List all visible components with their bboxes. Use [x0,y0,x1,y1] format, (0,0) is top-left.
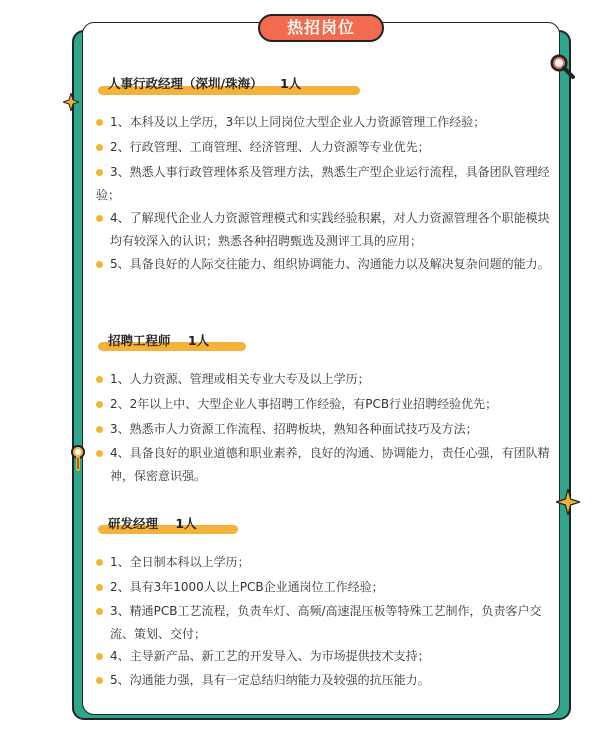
list-item: 4、了解现代企业人力资源管理模式和实践经验积累，对人力资源管理各个职能模块均有较深入的认识；熟悉各种招聘甄选及测评工具的应用； [110,211,550,248]
list-item: 2、行政管理、工商管理、经济管理、人力资源等专业优先； [110,140,430,154]
list-item: 2、具有3年1000人以上PCB企业通岗位工作经验； [110,580,384,594]
bullet-dot [96,215,103,222]
list-item: 1、人力资源、管理或相关专业大专及以上学历； [110,372,370,386]
sparkle-icon [556,489,580,515]
list-item: 4、主导新产品、新工艺的开发导入、为市场提供技术支持； [110,649,430,663]
section-heading: 招聘工程师 1人 [108,333,210,348]
bullet-dot [96,584,103,591]
section-heading: 人事行政经理（深圳/珠海） 1人 [108,76,302,91]
bullet-dot [96,401,103,408]
bullet-dot [96,119,103,126]
bullet-dot [96,144,103,151]
list-item: 1、全日制本科以上学历； [110,555,250,569]
list-item: 3、熟悉市人力资源工作流程、招聘板块，熟知各种面试技巧及方法； [110,422,478,436]
bullet-dot [96,677,103,684]
bullet-dot [96,653,103,660]
list-item: 3、精通PCB工艺流程，负责车灯、高频/高速混压板等特殊工艺制作，负责客户交流、策划、交付； [110,604,542,641]
section-heading: 研发经理 1人 [108,516,197,531]
bullet-dot [96,261,103,268]
bullet-dot [96,608,103,615]
magnifier-icon [67,443,89,471]
page-title: 热招岗位 [258,14,384,42]
list-item: 4、具备良好的职业道德和职业素养，良好的沟通、协调能力，责任心强，有团队精神，保密意识强。 [110,446,550,483]
list-item: 1、本科及以上学历，3年以上同岗位大型企业人力资源管理工作经验； [110,115,486,129]
bullet-dot [96,559,103,566]
list-item: 3、熟悉人事行政管理体系及管理方法，熟悉生产型企业运行流程，具备团队管理经验； [96,165,550,202]
list-item: 5、沟通能力强，具有一定总结归纳能力及较强的抗压能力。 [110,673,430,687]
list-item: 2、2年以上中、大型企业人事招聘工作经验，有PCB行业招聘经验优先； [110,397,498,411]
list-item: 5、具备良好的人际交往能力、组织协调能力、沟通能力以及解决复杂问题的能力。 [110,257,550,271]
bullet-dot [96,376,103,383]
bullet-dot [96,450,103,457]
sparkle-icon [63,93,79,111]
magnifier-icon [548,52,576,80]
bullet-dot [96,426,103,433]
